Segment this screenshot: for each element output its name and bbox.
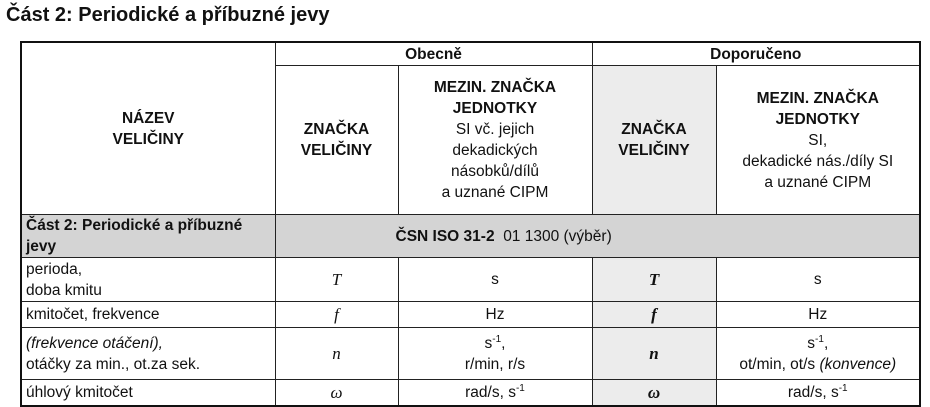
unit-general: rad/s, $s^{-1}$ — [398, 380, 592, 406]
table-row — [21, 302, 920, 328]
quantity-name: úhlový kmitočet — [21, 380, 275, 406]
header-unit-recommended: MEZIN. ZNAČKA JEDNOTKY SI, dekadické nás./díly SI a uznané CIPM — [716, 66, 920, 215]
quantity-symbol: n — [275, 328, 398, 380]
section-standard: ČSN ISO 31-2 01 1300 (výběr) — [275, 215, 920, 258]
header-unit-general: MEZIN. ZNAČKA JEDNOTKY SI vč. jejich dekadických násobků/dílů a uznané CIPM — [398, 66, 592, 215]
quantity-symbol-recommended: n — [592, 328, 716, 380]
quantity-symbol: T — [275, 258, 398, 302]
quantity-symbol-recommended: f — [592, 302, 716, 328]
unit-recommended: s — [716, 258, 920, 302]
unit-general: Hz — [398, 302, 592, 328]
header-quantity-name: NÁZEV VELIČINY — [21, 42, 275, 215]
unit-general: s — [398, 258, 592, 302]
header-group-general: Obecně — [275, 42, 592, 66]
unit-recommended: Hz — [716, 302, 920, 328]
unit-general: $s^{-1}$, r/min, r/s — [398, 328, 592, 380]
quantity-symbol: ω — [275, 380, 398, 406]
quantity-symbol-recommended: ω — [592, 380, 716, 406]
table-row — [21, 328, 920, 380]
table-row — [21, 258, 920, 302]
quantity-symbol-recommended: T — [592, 258, 716, 302]
section-label: Část 2: Periodické a příbuzné jevy — [21, 215, 275, 258]
quantity-symbol: f — [275, 302, 398, 328]
unit-recommended: $s^{-1}$, ot/min, ot/s (konvence) — [716, 328, 920, 380]
page-title: Část 2: Periodické a příbuzné jevy — [6, 4, 330, 26]
unit-recommended: rad/s, $s^{-1}$ — [716, 380, 920, 406]
quantity-name: (frekvence otáčení), otáčky za min., ot.za sek. — [21, 328, 275, 380]
quantity-name: kmitočet, frekvence — [21, 302, 275, 328]
header-group-recommended: Doporučeno — [592, 42, 920, 66]
section-header-row — [21, 215, 920, 258]
header-symbol-recommended: ZNAČKA VELIČINY — [592, 66, 716, 215]
header-symbol-general: ZNAČKA VELIČINY — [275, 66, 398, 215]
quantities-table — [20, 41, 921, 407]
quantity-name: perioda, doba kmitu — [21, 258, 275, 302]
